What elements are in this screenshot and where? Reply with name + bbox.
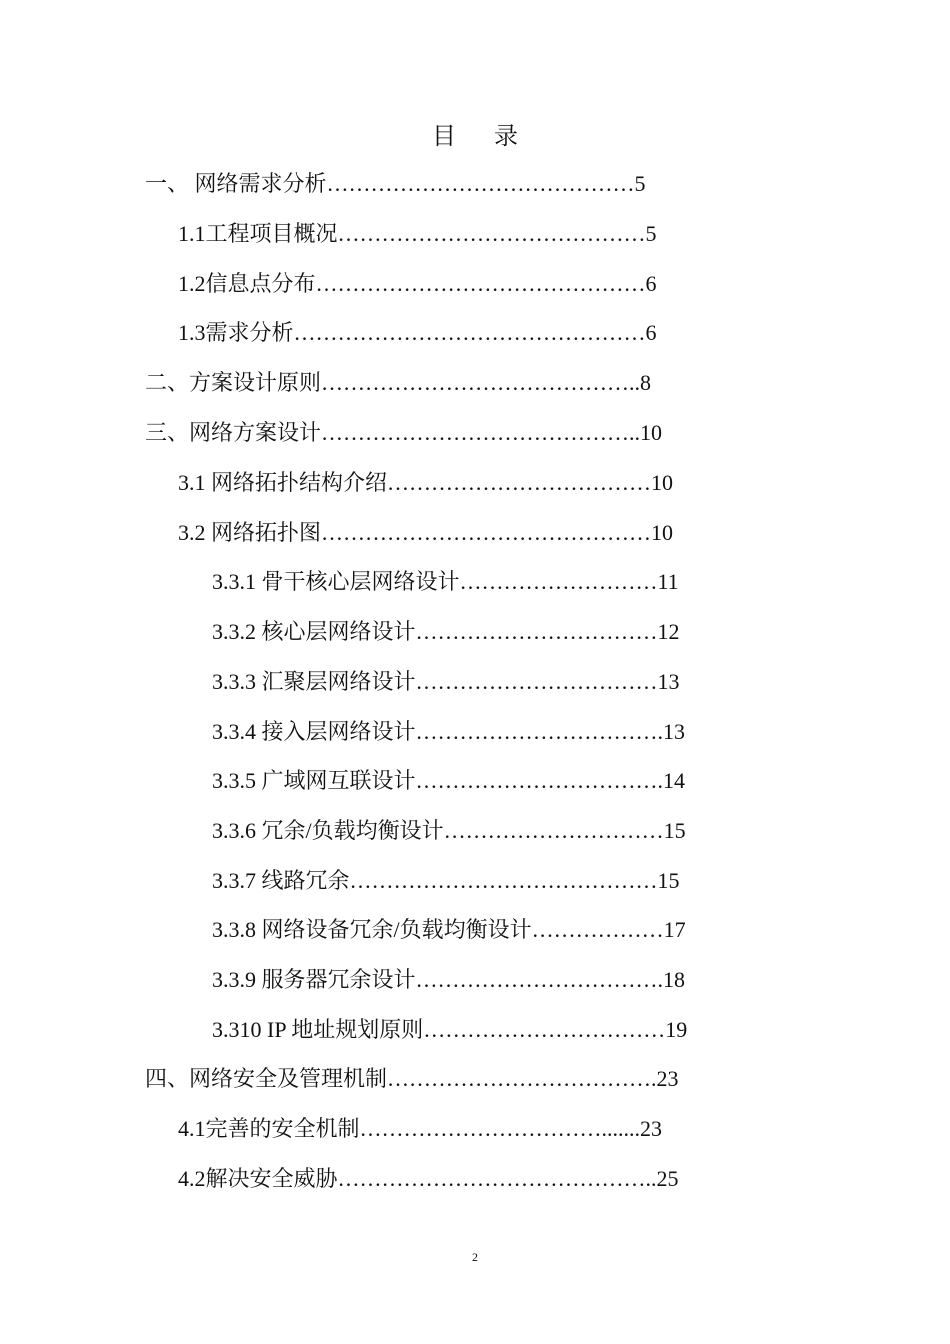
toc-entry[interactable]: 3.2 网络拓扑图………………………………………10	[178, 520, 674, 545]
toc-entry[interactable]: 1.2信息点分布………………………………………6	[178, 271, 657, 296]
toc-entry[interactable]: 3.310 IP 地址规划原则……………………………19	[212, 1017, 688, 1042]
toc-entry[interactable]: 3.3.6 冗余/负载均衡设计…………………………15	[212, 818, 686, 843]
toc-title	[0, 116, 950, 151]
toc-entry[interactable]: 1.3需求分析…………………………………………6	[178, 320, 657, 345]
toc-entry[interactable]: 二、方案设计原则……………………………………..8	[145, 370, 652, 395]
page-number: 2	[472, 1250, 478, 1264]
toc-entry[interactable]: 3.3.5 广域网互联设计…………………………….14	[212, 768, 686, 793]
toc-entry[interactable]: 三、网络方案设计……………………………………..10	[145, 420, 663, 445]
toc-entry[interactable]: 1.1工程项目概况……………………………………5	[178, 221, 657, 246]
toc-title-char-1: 目	[432, 124, 456, 150]
toc-entry[interactable]: 4.2解决安全威胁……………………………………..25	[178, 1166, 679, 1191]
toc-entry[interactable]: 3.3.1 骨干核心层网络设计………………………11	[212, 569, 679, 594]
toc-entry[interactable]: 3.3.9 服务器冗余设计…………………………….18	[212, 967, 686, 992]
toc-entry[interactable]: 一、 网络需求分析……………………………………5	[145, 171, 646, 196]
toc-entry[interactable]: 3.3.7 线路冗余……………………………………15	[212, 868, 680, 893]
toc-entry[interactable]: 3.1 网络拓扑结构介绍………………………………10	[178, 470, 674, 495]
toc-entry[interactable]: 四、网络安全及管理机制……………………………….23	[145, 1066, 679, 1091]
toc-entry[interactable]: 3.3.3 汇聚层网络设计……………………………13	[212, 669, 680, 694]
toc-entry[interactable]: 3.3.2 核心层网络设计……………………………12	[212, 619, 680, 644]
toc-entry[interactable]: 3.3.4 接入层网络设计…………………………….13	[212, 719, 686, 744]
toc-title-char-2: 录	[494, 124, 518, 150]
toc-entry[interactable]: 4.1完善的安全机制…………………………….......23	[178, 1116, 663, 1141]
toc-entry[interactable]: 3.3.8 网络设备冗余/负载均衡设计………………17	[212, 917, 686, 942]
